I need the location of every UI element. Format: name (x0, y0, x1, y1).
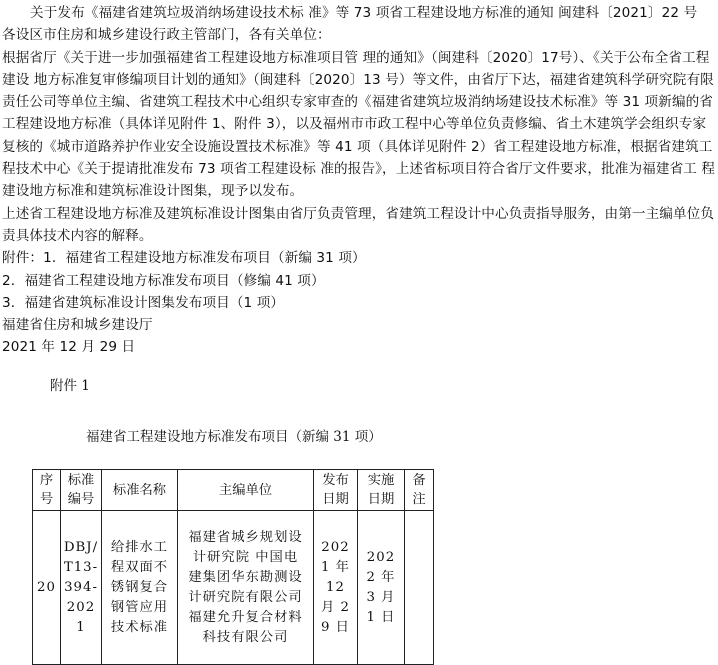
attachment-list-item: 附件：1．福建省工程建设地方标准发布项目（新编 31 项） (2, 250, 366, 267)
column-header-publish: 发布日期 (314, 470, 358, 511)
cell-implement-date: 2022 年 3 月 1 日 (358, 511, 405, 665)
notice-text (2, 2, 716, 359)
table-title: 福建省工程建设地方标准发布项目（新编 31 项） (86, 429, 382, 445)
table-header-row (33, 470, 434, 511)
attachment-list-item: 2．福建省工程建设地方标准发布项目（修编 41 项） (2, 272, 325, 289)
cell-code: DBJ/T13-394-2021 (61, 511, 102, 665)
attachment-list-item: 3．福建省建筑标准设计图集发布项目（1 项） (2, 294, 285, 311)
column-header-no: 序号 (33, 470, 61, 511)
issuer-name: 福建省住房和城乡建设厅 (2, 317, 153, 334)
issue-date: 2021 年 12 月 29 日 (2, 339, 136, 356)
notice-body-paragraph: 根据省厅《关于进一步加强福建省工程建设地方标准项目管 理的通知》（闽建科〔2020〕17号）、《关于公布全省工程建设 地方标准复审修编项目计划的通知》（闽建科〔2020〕13 号）等文件，由省厅下达，福建省建筑科学研究院有限责任公司等单位主编、省建筑工程技术中心组织专家审查的《福建省建筑垃圾消纳场建设技术标准》等 31 项新编的省工程建设地方标准（具体详见附件 1、附件 3），以及福州市市政工程中心等单位负责修编、省土木建筑学会组织专家复核的《城市道路养护作业安全设施设置技术标准》等 41 项（具体详见附件 2）省工程建设地方标准，根据省建筑工程技术中心《关于提请批准发布 73 项省工程建设标 准的报告》，上述省标项目符合省厅文件要求，批准为福建省工 程建设地方标准和建筑标准设计图集，现予以发布。 (2, 49, 716, 200)
attachment-label: 附件 1 (50, 378, 90, 394)
column-header-remark: 备注 (405, 470, 434, 511)
cell-no: 20 (33, 511, 61, 665)
column-header-name: 标准名称 (102, 470, 178, 511)
cell-name: 给排水工程双面不锈钢复合钢管应用技术标准 (102, 511, 178, 665)
standards-table (32, 469, 434, 665)
column-header-org: 主编单位 (178, 470, 314, 511)
table-row (33, 511, 434, 665)
notice-body-paragraph: 上述省工程建设地方标准及建筑标准设计图集由省厅负责管理，省建筑工程设计中心负责指导服务，由第一主编单位负责具体技术内容的解释。 (2, 205, 715, 244)
cell-publish-date: 2021 年 12 月 29 日 (314, 511, 358, 665)
notice-title: 关于发布《福建省建筑垃圾消纳场建设技术标 准》等 73 项省工程建设地方标准的通知 闽建科〔2021〕22 号 (30, 5, 698, 21)
column-header-implement: 实施日期 (358, 470, 405, 511)
notice-recipients: 各设区市住房和城乡建设行政主管部门，各有关单位： (2, 27, 331, 44)
column-header-code: 标准编号 (61, 470, 102, 511)
cell-org: 福建省城乡规划设计研究院 中国电建集团华东勘测设计研究院有限公司 福建允升复合材料科技有限公司 (178, 511, 314, 665)
cell-remark (405, 511, 434, 665)
